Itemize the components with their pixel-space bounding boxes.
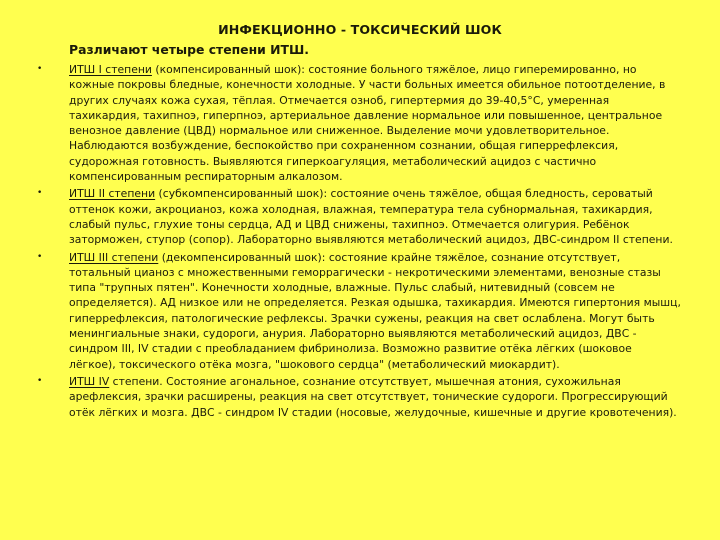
list-item-stage-2 (0, 186, 681, 247)
stage-label: ИТШ I степени (69, 63, 152, 76)
list-item-stage-1 (0, 62, 681, 184)
stage-description: (компенсированный шок): состояние больного тяжёлое, лицо гиперемированно, но кожные покровы бледные, конечности холодные. У части больных имеется обильное потоотделение, в других случаях кожа сухая, тёплая. Отмечается озноб, гипертермия до 39-40,5°С, умеренная тахикардия, тахипноэ, гиперпноэ, артериальное давление нормальное или повышенное, центральное венозное давление (ЦВД) нормальное или сниженное. Выделение мочи удовлетворительное. Наблюдаются возбуждение, беспокойство при сохраненном сознании, общая гиперрефлексия, судорожная готовность. Выявляются гиперкоагуляция, метаболический ацидоз с частично компенсированным респираторным алкалозом. (69, 63, 666, 184)
bullet: • (37, 375, 43, 386)
bullet: • (37, 64, 43, 74)
stage-label: ИТШ III степени (69, 250, 159, 264)
list-item-stage-4 (0, 374, 681, 420)
list-item-stage-3 (0, 250, 681, 372)
stage-description: (декомпенсированный шок): состояние крайне тяжёлое, сознание отсутствует, тотальный цианоз с множественными геморрагически - некротическими элементами, венозные стазы типа "трупных пятен". Конечности холодные, влажные. Пульс слабый, нитевидный (совсем не определяется). АД низкое или не определяется. Резкая одышка, тахикардия. Имеются гипертония мышц, гиперрефлексия, патологические рефлексы. Зрачки сужены, реакция на свет ослаблена. Могут быть менингиальные знаки, судороги, анурия. Лабораторно выявляются метаболический ацидоз, ДВС - синдром III, IV стадии с преобладанием фибринолиза. Возможно развитие отёка лёгких (шоковое лёгкое), токсического отёка мозга, "шокового сердца" (метаболический миокардит). (69, 250, 681, 371)
stage-description: (субкомпенсированный шок): состояние очень тяжёлое, общая бледность, сероватый оттенок кожи, акроцианоз, кожа холодная, влажная, температура тела субнормальная, тахикардия, слабый пульс, глухие тоны сердца, АД и ЦВД снижены, тахипноэ. Отмечается олигурия. Ребёнок заторможен, ступор (сопор). Лабораторно выявляются метаболический ацидоз, ДВС-синдром II степени. (69, 187, 673, 247)
stage-label: ИТШ II степени (69, 187, 156, 201)
bullet: • (37, 251, 43, 262)
intro-text: Различают четыре степени ИТШ. (69, 42, 309, 57)
slide-title: ИНФЕКЦИОННО - ТОКСИЧЕСКИЙ ШОК (218, 22, 502, 37)
stage-list (0, 62, 720, 420)
stage-label: ИТШ IV (69, 374, 110, 388)
bullet: • (37, 188, 43, 199)
stage-description: степени. Состояние агональное, сознание отсутствует, мышечная атония, сухожильная арефлексия, зрачки расширены, реакция на свет отсутствует, тонические судороги. Прогрессирующий отёк лёгких и мозга. ДВС - синдром IV стадии (носовые, желудочные, кишечные и другие кровотечения). (69, 374, 677, 419)
